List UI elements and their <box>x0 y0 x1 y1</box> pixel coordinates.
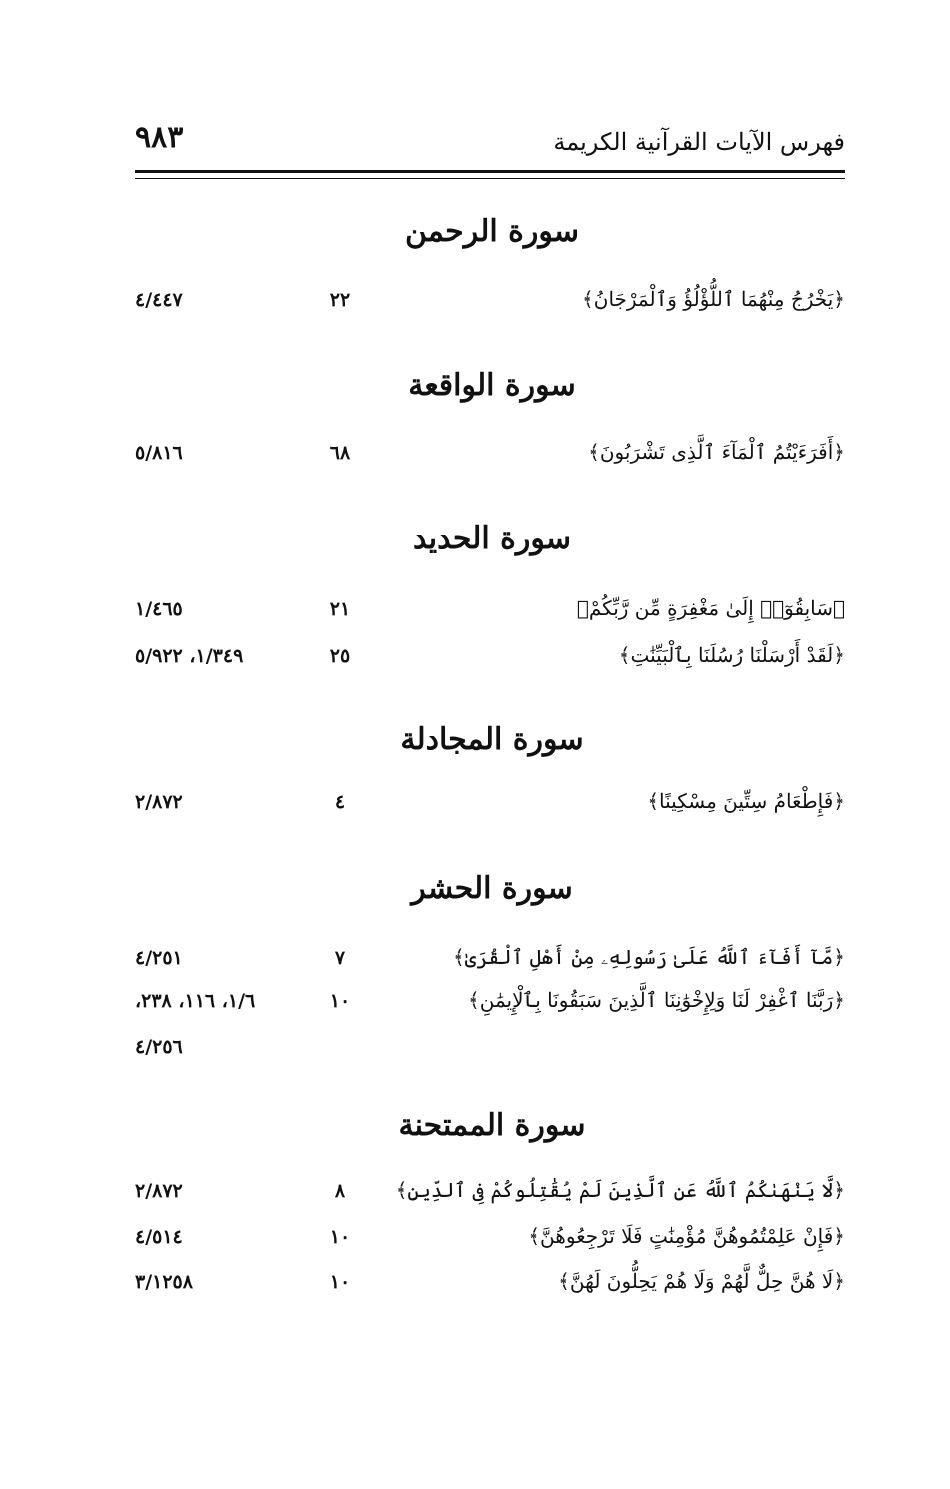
verse-text: ﴿لَا هُنَّ حِلٌّ لَّهُمْ وَلَا هُمْ يَحِلُّونَ لَهُنَّ﴾ <box>558 1269 845 1293</box>
surah-heading <box>0 871 950 906</box>
surah-heading <box>0 521 950 556</box>
ayah-number: ١٠ <box>329 1271 351 1293</box>
page-reference: ٤/٤٤٧ <box>135 289 183 311</box>
page-reference: ١/٤٦٥ <box>135 598 183 620</box>
verse-text: ﴿سَابِقُوٓا۟ إِلَىٰ مَغْفِرَةٍ مِّن رَّبِّكُمْ﴾ <box>576 596 845 620</box>
ayah-number: ١٠ <box>329 990 351 1012</box>
surah-heading <box>0 1108 950 1143</box>
index-entry <box>0 1178 950 1218</box>
index-entry <box>0 287 950 327</box>
header-rule-thick <box>135 170 845 173</box>
running-header-title: فهرس الآيات القرآنية الكريمة <box>553 128 845 156</box>
surah-heading-text: سورة الواقعة <box>408 368 576 403</box>
surah-heading-text: سورة الحشر <box>411 871 573 906</box>
surah-heading <box>0 368 950 403</box>
index-entry <box>0 988 950 1028</box>
verse-text: ﴿لَقَدْ أَرْسَلْنَا رُسُلَنَا بِٱلْبَيِّنَٰتِ﴾ <box>618 643 845 667</box>
index-entry <box>0 596 950 636</box>
page-reference: ٤/٢٥١ <box>135 947 183 969</box>
verse-text: ﴿مَّآ أَفَآءَ ٱللَّهُ عَلَىٰ رَسُولِهِۦ مِنْ أَهْلِ ٱلْقُرَىٰ﴾ <box>453 945 845 969</box>
ayah-number: ٨ <box>334 1180 346 1202</box>
ayah-number: ٧ <box>334 947 346 969</box>
index-entry <box>0 945 950 985</box>
index-entry <box>0 1224 950 1264</box>
page-reference: ٤/٢٥٦ <box>135 1036 183 1058</box>
page-reference: ٣/١٢٥٨ <box>135 1271 193 1293</box>
index-entry <box>0 1269 950 1309</box>
page-reference: ٢/٨٧٢ <box>135 791 183 813</box>
ayah-number: ٢١ <box>329 598 351 620</box>
page-number: ٩٨٣ <box>135 120 184 155</box>
page-reference: ٢/٨٧٢ <box>135 1180 183 1202</box>
verse-text: ﴿يَخْرُجُ مِنْهُمَا ٱللُّؤْلُؤُ وَٱلْمَرْجَانُ﴾ <box>582 287 845 311</box>
page-reference: ١/٦، ١١٦، ٢٣٨، <box>135 990 256 1012</box>
index-entry <box>0 440 950 480</box>
verse-text: ﴿لَّا يَنْهَىٰكُمُ ٱللَّهُ عَنِ ٱلَّذِينَ لَمْ يُقَٰتِلُوكُمْ فِى ٱلدِّينِ﴾ <box>395 1178 845 1202</box>
index-entry <box>0 789 950 829</box>
surah-heading-text: سورة المجادلة <box>400 722 584 757</box>
index-entry <box>0 643 950 683</box>
verse-text: ﴿رَبَّنَا ٱغْفِرْ لَنَا وَلِإِخْوَٰنِنَا ٱلَّذِينَ سَبَقُونَا بِٱلْإِيمَٰنِ﴾ <box>468 988 845 1012</box>
surah-heading <box>0 722 950 757</box>
surah-heading-text: سورة الحديد <box>413 521 571 556</box>
ayah-number: ١٠ <box>329 1226 351 1248</box>
ayah-number: ٦٨ <box>329 442 351 464</box>
verse-text: ﴿أَفَرَءَيْتُمُ ٱلْمَآءَ ٱلَّذِى تَشْرَبُونَ﴾ <box>588 440 845 464</box>
page-reference: ٥/٨١٦ <box>135 442 183 464</box>
ayah-number: ٢٢ <box>329 289 351 311</box>
ayah-number: ٤ <box>334 791 346 813</box>
page-reference: ٤/٥١٤ <box>135 1226 183 1248</box>
verse-text: ﴿فَإِطْعَامُ سِتِّينَ مِسْكِينًا﴾ <box>647 789 845 813</box>
ayah-number: ٢٥ <box>329 645 351 667</box>
index-entry-continuation <box>0 1034 950 1074</box>
surah-heading-text: سورة الممتحنة <box>398 1108 586 1143</box>
page-reference: ١/٣٤٩، ٥/٩٢٢ <box>135 645 244 667</box>
surah-heading <box>0 214 950 249</box>
header-rule-thin <box>135 178 845 179</box>
surah-heading-text: سورة الرحمن <box>404 214 580 249</box>
verse-text: ﴿فَإِنْ عَلِمْتُمُوهُنَّ مُؤْمِنَٰتٍ فَلَا تَرْجِعُوهُنَّ﴾ <box>528 1224 845 1248</box>
